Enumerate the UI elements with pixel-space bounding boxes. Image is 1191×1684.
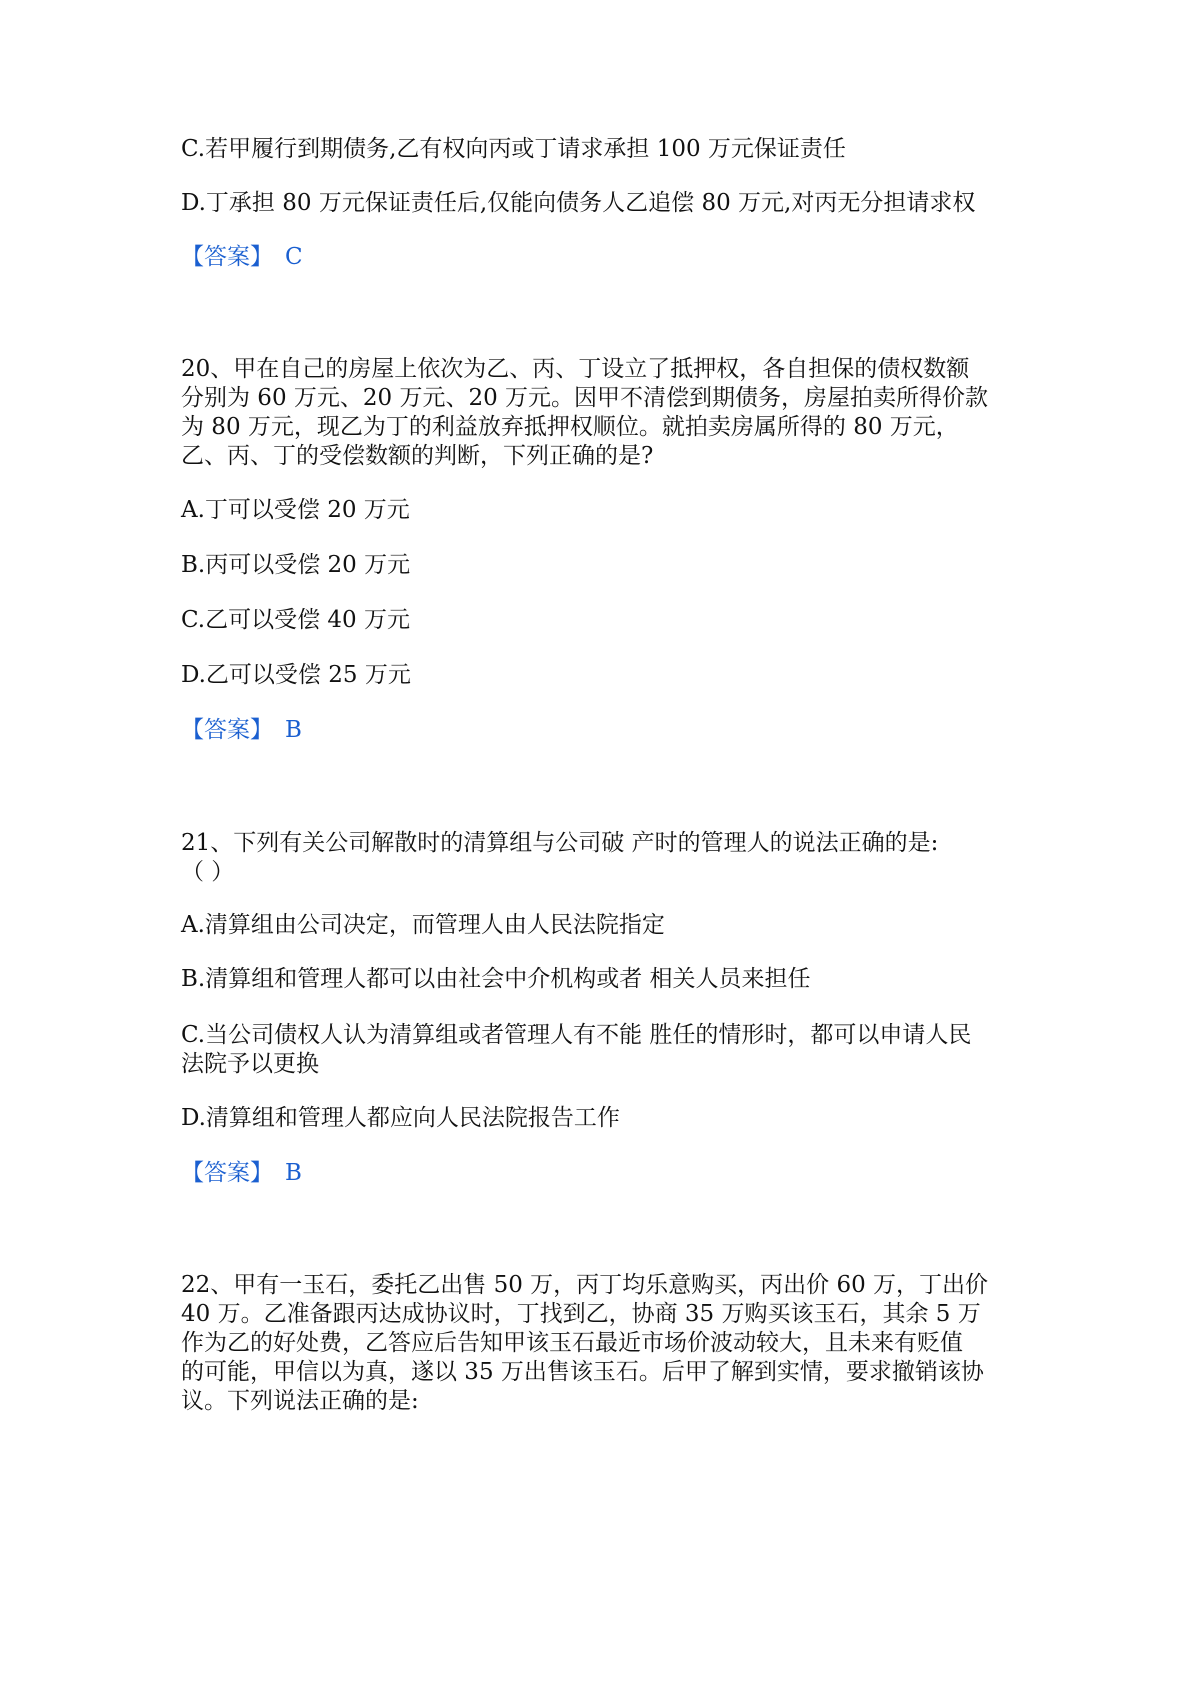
answer-label: 【答案】 (181, 717, 273, 743)
answer-label: 【答案】 (181, 1160, 273, 1186)
q20-option-c: C.乙可以受偿 40 万元 (181, 607, 410, 633)
q21-answer (181, 1159, 1021, 1188)
q20-stem-line-4: 乙、丙、丁的受偿数额的判断，下列正确的是? (181, 443, 654, 469)
q22-stem-line-5: 议。下列说法正确的是: (181, 1388, 419, 1414)
q20-stem-line-1: 20、甲在自己的房屋上依次为乙、丙、丁设立了抵押权，各自担保的债权数额 (181, 356, 970, 382)
q20-option-a: A.丁可以受偿 20 万元 (181, 497, 410, 523)
q22-stem-line-1: 22、甲有一玉石，委托乙出售 50 万，丙丁均乐意购买，丙出价 60 万，丁出价 (181, 1272, 989, 1298)
q19-answer (181, 243, 1021, 272)
q21-stem-line-2: （ ） (181, 859, 235, 885)
q20-answer (181, 716, 1021, 745)
q20-stem-line-3: 为 80 万元，现乙为丁的利益放弃抵押权顺位。就拍卖房属所得的 80 万元， (181, 414, 959, 440)
q21-option-b: B.清算组和管理人都可以由社会中介机构或者 相关人员来担任 (181, 966, 811, 992)
q21-option-a: A.清算组由公司决定，而管理人由人民法院指定 (181, 912, 665, 938)
q22-stem-line-4: 的可能，甲信以为真，遂以 35 万出售该玉石。后甲了解到实情，要求撤销该协 (181, 1359, 984, 1385)
q21-option-c-line-1: C.当公司债权人认为清算组或者管理人有不能 胜任的情形时，都可以申请人民 (181, 1022, 972, 1048)
q21-option-d: D.清算组和管理人都应向人民法院报告工作 (181, 1105, 620, 1131)
q21-option-c-line-2: 法院予以更换 (181, 1051, 319, 1077)
q22-stem-line-2: 40 万。乙准备跟丙达成协议时，丁找到乙，协商 35 万购买该玉石，其余 5 万 (181, 1301, 981, 1327)
q22-stem-line-3: 作为乙的好处费，乙答应后告知甲该玉石最近市场价波动较大，且未来有贬值 (181, 1330, 963, 1356)
q20-stem-line-2: 分别为 60 万元、20 万元、20 万元。因甲不清偿到期债务，房屋拍卖所得价款 (181, 385, 989, 411)
answer-value: B (285, 717, 302, 743)
q20-option-d: D.乙可以受偿 25 万元 (181, 662, 411, 688)
q21-stem-line-1: 21、下列有关公司解散时的清算组与公司破 产时的管理人的说法正确的是: (181, 830, 939, 856)
answer-label: 【答案】 (181, 244, 273, 270)
q19-option-d: D.丁承担 80 万元保证责任后,仅能向债务人乙追偿 80 万元,对丙无分担请求权 (181, 190, 976, 216)
q20-option-b: B.丙可以受偿 20 万元 (181, 552, 411, 578)
q19-option-c: C.若甲履行到期债务,乙有权向丙或丁请求承担 100 万元保证责任 (181, 136, 846, 162)
answer-value: B (285, 1160, 302, 1186)
answer-value: C (285, 244, 303, 270)
